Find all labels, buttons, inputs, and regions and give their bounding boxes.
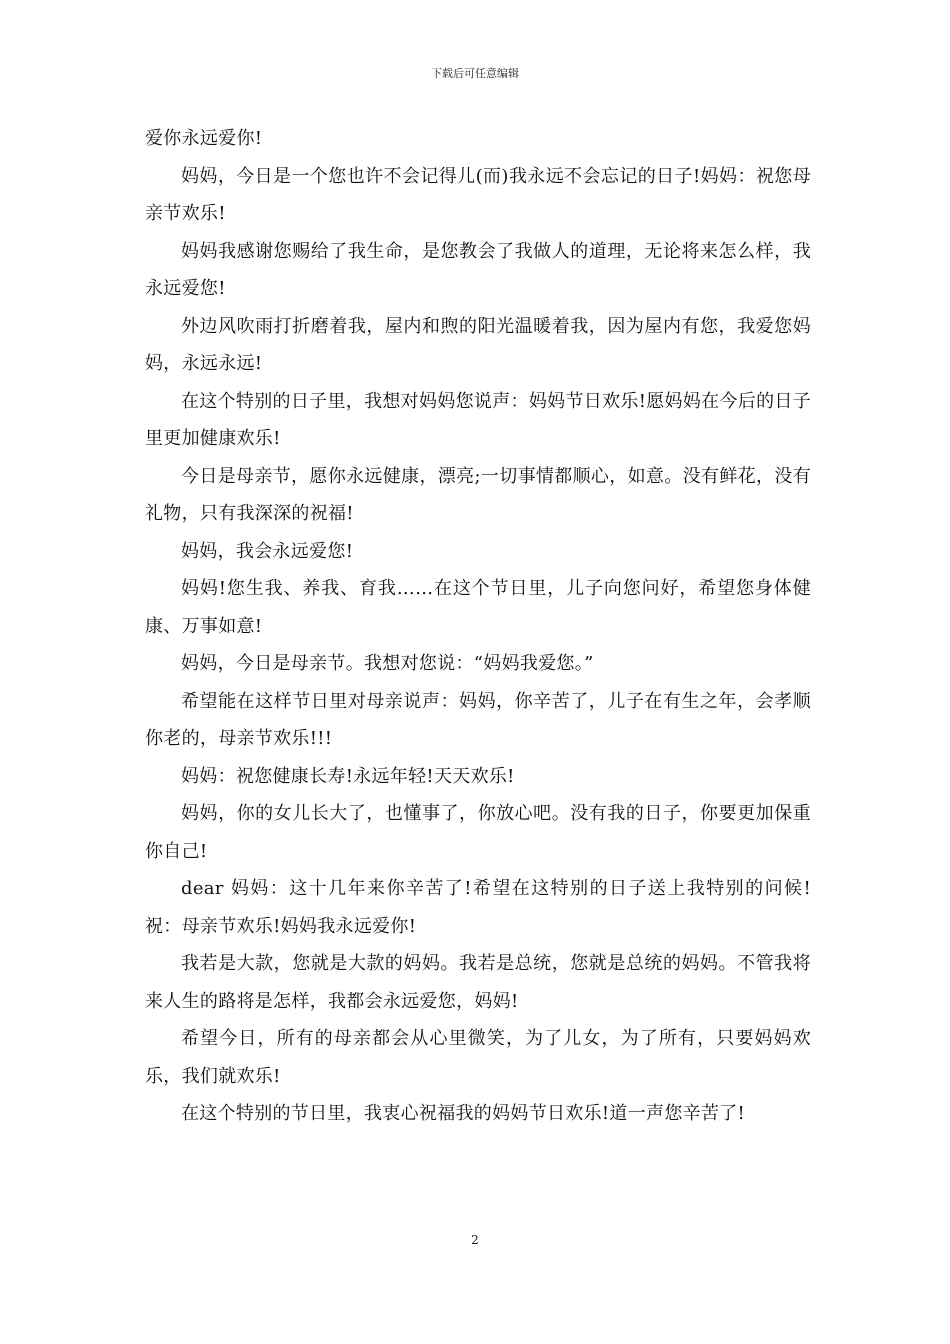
paragraph: 妈妈我感谢您赐给了我生命，是您教会了我做人的道理，无论将来怎么样，我永远爱您! [145,240,811,299]
paragraph: 妈妈，我会永远爱您! [181,540,354,562]
page-header: 下载后可任意编辑 [431,67,519,80]
document-body [145,120,811,1133]
paragraph: 今日是母亲节，愿你永远健康，漂亮;一切事情都顺心，如意。没有鲜花，没有礼物，只有我深深的祝福! [145,465,811,524]
paragraph: 爱你永远爱你! [145,128,263,149]
paragraph: 外边风吹雨打折磨着我，屋内和煦的阳光温暖着我，因为屋内有您，我爱您妈妈，永远永远! [145,315,811,374]
paragraph: 在这个特别的日子里，我想对妈妈您说声：妈妈节日欢乐!愿妈妈在今后的日子里更加健康欢乐! [145,390,811,449]
paragraph: 妈妈，今日是一个您也许不会记得儿(而)我永远不会忘记的日子!妈妈：祝您母亲节欢乐! [145,165,811,224]
paragraph: 妈妈，今日是母亲节。我想对您说：“妈妈我爱您。” [181,653,594,674]
paragraph: dear 妈妈：这十几年来你辛苦了!希望在这特别的日子送上我特别的问候!祝：母亲节欢乐!妈妈我永远爱你! [145,878,811,937]
paragraph: 在这个特别的节日里，我衷心祝福我的妈妈节日欢乐!道一声您辛苦了! [181,1103,746,1124]
paragraph: 妈妈!您生我、养我、育我……在这个节日里，儿子向您问好，希望您身体健康、万事如意! [145,578,811,637]
page-number: 2 [471,1233,479,1247]
paragraph: 希望能在这样节日里对母亲说声：妈妈，你辛苦了，儿子在有生之年，会孝顺你老的，母亲节欢乐!!! [145,690,811,749]
paragraph: 妈妈，你的女儿长大了，也懂事了，你放心吧。没有我的日子，你要更加保重你自己! [145,803,811,862]
paragraph: 我若是大款，您就是大款的妈妈。我若是总统，您就是总统的妈妈。不管我将来人生的路将是怎样，我都会永远爱您，妈妈! [145,953,811,1012]
paragraph: 希望今日，所有的母亲都会从心里微笑，为了儿女，为了所有，只要妈妈欢乐，我们就欢乐! [145,1028,811,1087]
paragraph: 妈妈：祝您健康长寿!永远年轻!天天欢乐! [181,765,515,787]
